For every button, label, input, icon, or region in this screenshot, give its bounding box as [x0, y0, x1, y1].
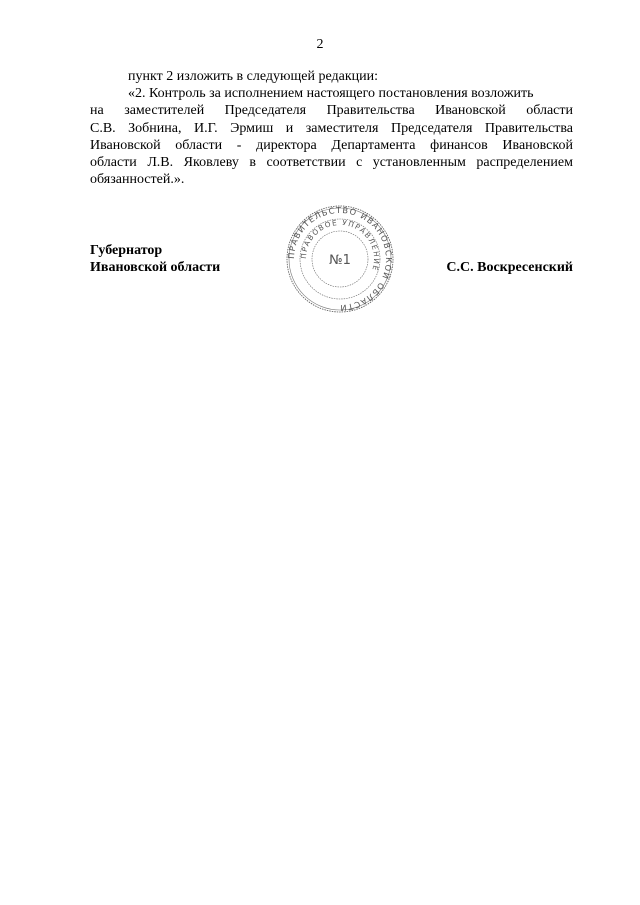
- text-line-4: С.В. Зобнина, И.Г. Эрмиш и заместителя Председателя Правительства: [90, 120, 573, 136]
- text-line-7: обязанностей.».: [90, 172, 185, 188]
- page-number: 2: [316, 37, 324, 52]
- signatory-title: Губернатор Ивановской области: [90, 243, 221, 275]
- seal-stamp-icon: [285, 204, 395, 314]
- signatory-name: С.С. Воскресенский: [446, 260, 573, 275]
- text-line-2: «2. Контроль за исполнением настоящего постановления возложить: [128, 86, 534, 102]
- seal-inner-text: ПРАВОВОЕ УПРАВЛЕНИЕ: [298, 217, 382, 273]
- text-line-3: на заместителей Председателя Правительства Ивановской области: [90, 103, 573, 119]
- seal-center-text: №1: [329, 253, 351, 268]
- body-paragraph: [90, 68, 573, 188]
- text-line-6: области Л.В. Яковлеву в соответствии с установленным распределением: [90, 155, 573, 171]
- seal-outer-text: ПРАВИТЕЛЬСТВО ИВАНОВСКОЙ ОБЛАСТИ: [285, 204, 395, 314]
- text-line-5: Ивановской области - директора Департамента финансов Ивановской: [90, 137, 573, 153]
- text-line-1: пункт 2 изложить в следующей редакции:: [128, 69, 378, 84]
